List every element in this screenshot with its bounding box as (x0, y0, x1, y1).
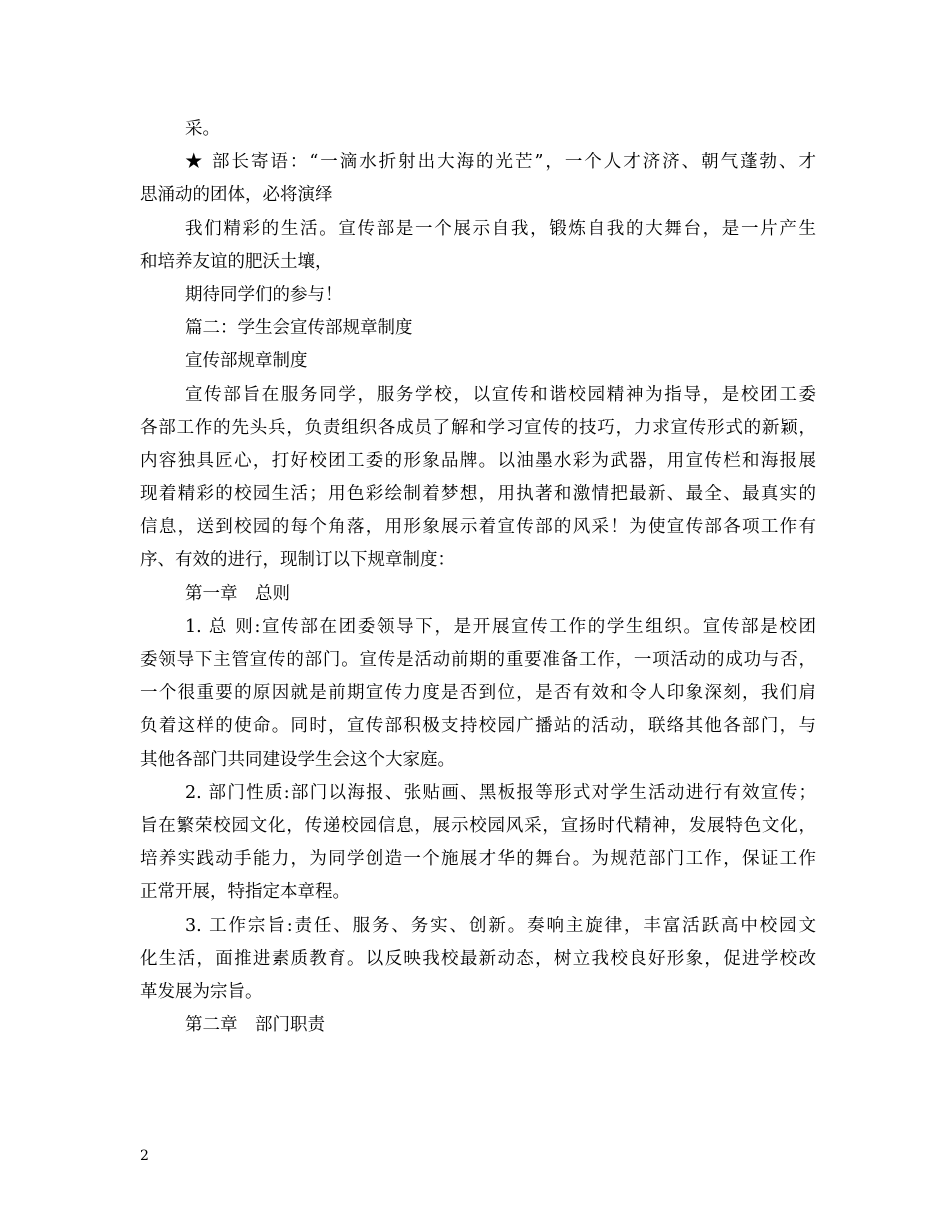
text-line: 期待同学们的参与！ (185, 284, 343, 305)
text-line: 一个很重要的原因就是前期宣传力度是否到位，是否有效和令人印象深刻，我们肩 (140, 683, 816, 704)
text-line: 培养实践动手能力，为同学创造一个施展才华的舞台。为规范部门工作，保证工作 (140, 849, 816, 870)
text-line: 其他各部门共同建设学生会这个大家庭。 (140, 749, 455, 770)
text-line: 宣传部规章制度 (185, 351, 308, 372)
text-line: 第二章 部门职责 (185, 1015, 325, 1036)
text-line: 思涌动的团体，必将演绎 (140, 185, 333, 206)
text-line: 负着这样的使命。同时，宣传部积极支持校园广播站的活动，联络其他各部门，与 (140, 716, 816, 737)
text-line: 序、有效的进行，现制订以下规章制度： (140, 550, 455, 571)
text-line: 现着精彩的校园生活；用色彩绘制着梦想，用执著和激情把最新、最全、最真实的 (140, 484, 816, 505)
text-line: 革发展为宗旨。 (140, 981, 263, 1002)
text-line: 篇二：学生会宣传部规章制度 (185, 318, 413, 339)
text-line: 我们精彩的生活。宣传部是一个展示自我，锻炼自我的大舞台，是一片产生 (185, 218, 816, 239)
text-line: 3. 工作宗旨:责任、服务、务实、创新。奏响主旋律，丰富活跃高中校园文 (185, 915, 816, 936)
text-line: 采。 (185, 119, 220, 139)
text-line: 内容独具匠心，打好校团工委的形象品牌。以油墨水彩为武器，用宣传栏和海报展 (140, 450, 816, 471)
text-line: 旨在繁荣校园文化，传递校园信息，展示校园风采，宣扬时代精神，发展特色文化， (140, 815, 816, 836)
page-number: 2 (140, 1148, 149, 1164)
document-body (140, 113, 816, 1042)
text-line: ★ 部长寄语：“一滴水折射出大海的光芒”，一个人才济济、朝气蓬勃、才 (185, 152, 816, 173)
text-line: 宣传部旨在服务同学，服务学校，以宣传和谐校园精神为指导，是校团工委 (185, 384, 816, 405)
text-line: 和培养友谊的肥沃土壤， (140, 251, 333, 272)
text-line: 信息，送到校园的每个角落，用形象展示着宣传部的风采！为使宣传部各项工作有 (140, 517, 816, 538)
text-line: 2. 部门性质:部门以海报、张贴画、黑板报等形式对学生活动进行有效宣传； (185, 782, 816, 803)
text-line: 正常开展，特指定本章程。 (140, 882, 350, 903)
text-line: 各部工作的先头兵，负责组织各成员了解和学习宣传的技巧，力求宣传形式的新颖， (140, 417, 816, 438)
text-line: 第一章 总则 (185, 583, 290, 604)
text-line: 委领导下主管宣传的部门。宣传是活动前期的重要准备工作，一项活动的成功与否， (140, 650, 816, 670)
text-line: 1. 总 则:宣传部在团委领导下，是开展宣传工作的学生组织。宣传部是校团 (185, 616, 816, 637)
text-line: 化生活，面推进素质教育。以反映我校最新动态，树立我校良好形象，促进学校改 (140, 948, 816, 969)
